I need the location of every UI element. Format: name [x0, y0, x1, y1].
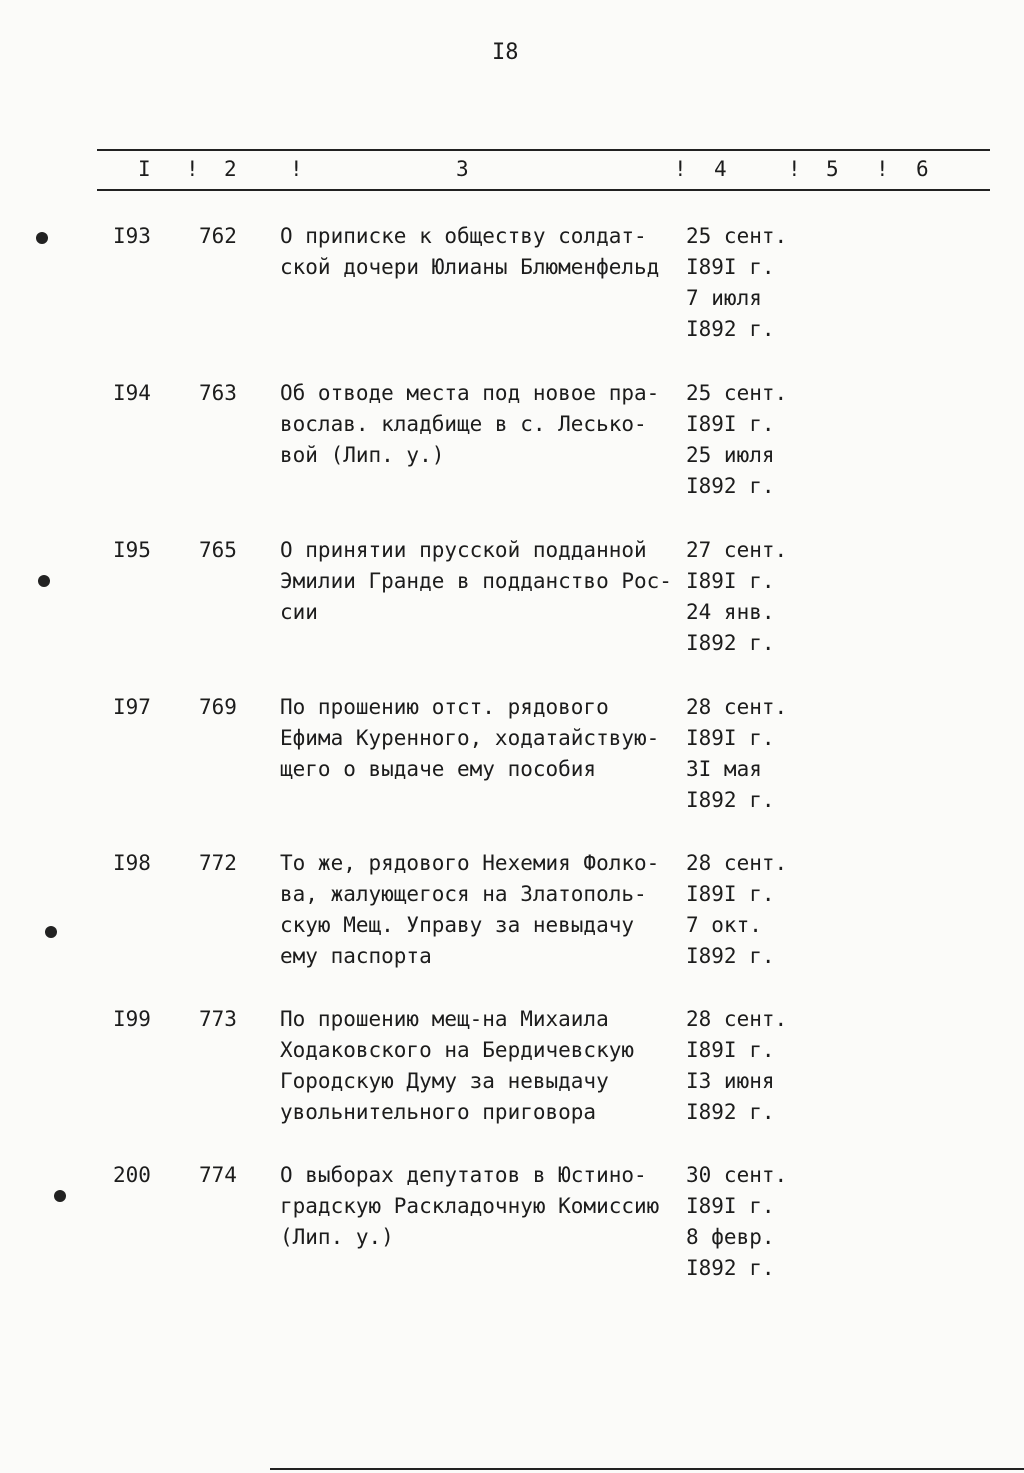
date-line: 7 июля: [686, 286, 762, 310]
title-line: ской дочери Юлианы Блюменфельд: [280, 255, 660, 279]
entry-title: [280, 1160, 690, 1253]
date-line: 24 янв.: [686, 600, 775, 624]
file-number: 774: [199, 1163, 237, 1187]
entry-title: [280, 692, 690, 785]
date-line: I892 г.: [686, 944, 775, 968]
entry-dates: [686, 692, 787, 816]
date-line: 30 сент.: [686, 1163, 788, 1187]
entry-title: [280, 535, 690, 628]
entry-number: I99: [113, 1007, 151, 1031]
title-line: По прошению мещ-на Михаила: [280, 1007, 609, 1031]
title-line: Ходаковского на Бердичевскую: [280, 1038, 635, 1062]
title-line: Городскую Думу за невыдачу: [280, 1069, 609, 1093]
entry-number: I94: [113, 381, 151, 405]
header-top-rule: [97, 149, 990, 151]
title-line: ему паспорта: [280, 944, 432, 968]
title-line: вой (Лип. у.): [280, 443, 445, 467]
date-line: I89I г.: [686, 1194, 775, 1218]
entry-number: 200: [113, 1163, 151, 1187]
page-number: I8: [492, 40, 519, 65]
file-number: 773: [199, 1007, 237, 1031]
date-line: 25 сент.: [686, 381, 788, 405]
entry-dates: [686, 378, 787, 502]
entry-title: [280, 221, 690, 283]
header-col-2: 2: [224, 157, 237, 181]
binding-hole-mark: [38, 575, 50, 587]
entry-number: I93: [113, 224, 151, 248]
binding-hole-mark: [45, 926, 57, 938]
date-line: 25 сент.: [686, 224, 788, 248]
header-separator: !: [876, 157, 889, 181]
file-number: 762: [199, 224, 237, 248]
date-line: I89I г.: [686, 569, 775, 593]
date-line: I892 г.: [686, 788, 775, 812]
date-line: I89I г.: [686, 726, 775, 750]
date-line: 25 июля: [686, 443, 775, 467]
date-line: 7 окт.: [686, 913, 762, 937]
header-separator: !: [788, 157, 801, 181]
entry-number: I95: [113, 538, 151, 562]
entry-number: I98: [113, 851, 151, 875]
title-line: По прошению отст. рядового: [280, 695, 609, 719]
header-col-3: 3: [456, 157, 469, 181]
entry-number: I97: [113, 695, 151, 719]
entry-title: [280, 848, 690, 972]
date-line: I892 г.: [686, 474, 775, 498]
header-bottom-rule: [97, 189, 990, 191]
date-line: I89I г.: [686, 1038, 775, 1062]
date-line: 28 сент.: [686, 1007, 788, 1031]
date-line: I89I г.: [686, 412, 775, 436]
header-col-4: 4: [714, 157, 727, 181]
date-line: I89I г.: [686, 255, 775, 279]
file-number: 772: [199, 851, 237, 875]
header-col-5: 5: [826, 157, 839, 181]
file-number: 763: [199, 381, 237, 405]
title-line: увольнительного приговора: [280, 1100, 597, 1124]
header-separator: !: [186, 157, 199, 181]
date-line: I892 г.: [686, 317, 775, 341]
title-line: градскую Раскладочную Комиссию: [280, 1194, 660, 1218]
title-line: ва, жалующегося на Златополь-: [280, 882, 647, 906]
title-line: О принятии прусской подданной: [280, 538, 647, 562]
title-line: скую Мещ. Управу за невыдачу: [280, 913, 635, 937]
date-line: I89I г.: [686, 882, 775, 906]
date-line: 8 февр.: [686, 1225, 775, 1249]
title-line: (Лип. у.): [280, 1225, 394, 1249]
entry-title: [280, 378, 690, 471]
date-line: 3I мая: [686, 757, 762, 781]
header-separator: !: [290, 157, 303, 181]
binding-hole-mark: [54, 1190, 66, 1202]
entry-dates: [686, 1160, 787, 1284]
binding-hole-mark: [36, 232, 48, 244]
entry-dates: [686, 535, 787, 659]
header-col-1: I: [138, 157, 151, 181]
entry-dates: [686, 848, 787, 972]
title-line: О приписке к обществу солдат-: [280, 224, 647, 248]
footer-rule: [270, 1468, 1024, 1470]
file-number: 765: [199, 538, 237, 562]
header-col-6: 6: [916, 157, 929, 181]
entry-title: [280, 1004, 690, 1128]
header-separator: !: [674, 157, 687, 181]
title-line: О выборах депутатов в Юстино-: [280, 1163, 647, 1187]
title-line: То же, рядового Нехемия Фолко-: [280, 851, 660, 875]
entry-dates: [686, 1004, 787, 1128]
date-line: 27 сент.: [686, 538, 788, 562]
title-line: Ефима Куренного, ходатайствую-: [280, 726, 660, 750]
title-line: Эмилии Гранде в подданство Рос-: [280, 569, 672, 593]
date-line: 28 сент.: [686, 851, 788, 875]
date-line: 28 сент.: [686, 695, 788, 719]
date-line: I892 г.: [686, 631, 775, 655]
title-line: вослав. кладбище в с. Лесько-: [280, 412, 647, 436]
title-line: сии: [280, 600, 318, 624]
title-line: Об отводе места под новое пра-: [280, 381, 660, 405]
date-line: I3 июня: [686, 1069, 775, 1093]
date-line: I892 г.: [686, 1100, 775, 1124]
date-line: I892 г.: [686, 1256, 775, 1280]
title-line: щего о выдаче ему пособия: [280, 757, 597, 781]
file-number: 769: [199, 695, 237, 719]
entry-dates: [686, 221, 787, 345]
